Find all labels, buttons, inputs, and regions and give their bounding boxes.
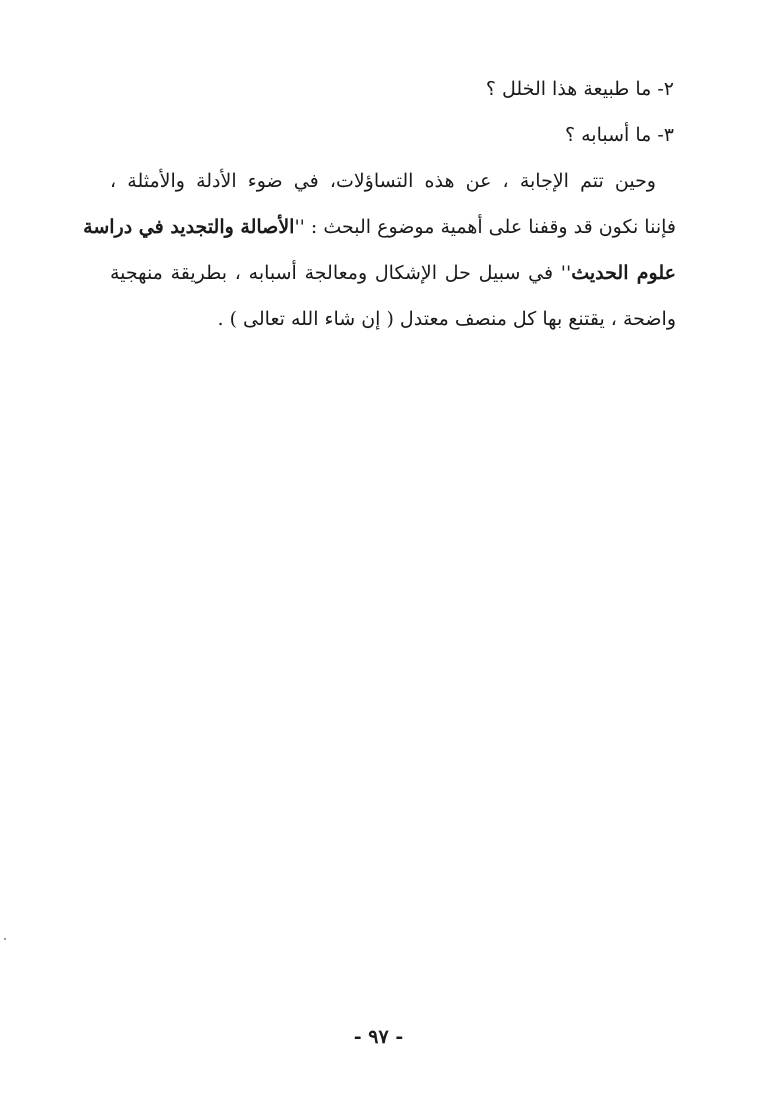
list-item-question-3: ٣- ما أسبابه ؟ bbox=[564, 124, 674, 146]
body-text bbox=[83, 66, 676, 342]
paragraph-line-3 bbox=[110, 250, 676, 296]
research-title-part-2: علوم الحديث bbox=[571, 262, 676, 284]
paragraph-line-4: واضحة ، يقتنع بها كل منصف معتدل ( إن شاء الله تعالى ) . bbox=[217, 308, 676, 330]
paragraph-line-2 bbox=[83, 204, 676, 250]
page-number: - ٩٧ - bbox=[353, 1026, 404, 1048]
scan-speck bbox=[4, 938, 6, 940]
paragraph-line-2-text: فإننا نكون قد وقفنا على أهمية موضوع البحث : '' bbox=[294, 216, 676, 238]
list-item-question-2: ٢- ما طبيعة هذا الخلل ؟ bbox=[485, 78, 674, 100]
paragraph-line-1: وحين تتم الإجابة ، عن هذه التساؤلات، في ضوء الأدلة والأمثلة ، bbox=[110, 170, 656, 192]
research-title-part-1: الأصالة والتجديد في دراسة bbox=[83, 216, 295, 238]
paragraph-line-3-text: '' في سبيل حل الإشكال ومعالجة أسبابه ، بطريقة منهجية bbox=[110, 262, 572, 284]
